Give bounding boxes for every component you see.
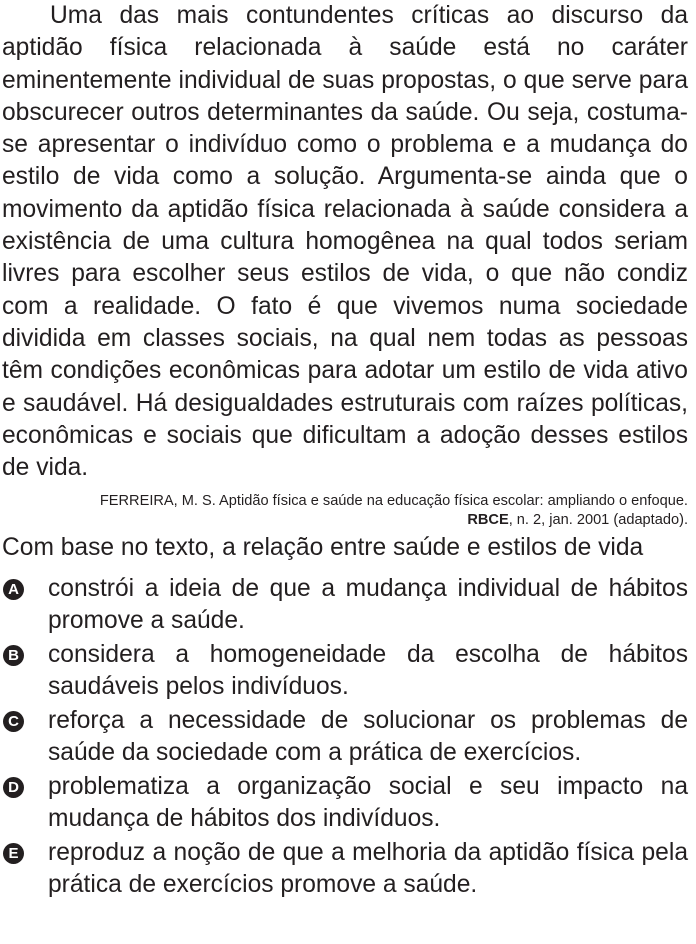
option-e-letter-badge: E [3, 843, 24, 864]
option-d[interactable] [2, 771, 688, 835]
option-d-text: problematiza a organização social e seu impacto na mudança de hábitos dos indivíduos. [48, 773, 688, 833]
option-c[interactable] [2, 705, 688, 769]
option-e[interactable] [2, 837, 688, 901]
citation-line-2 [2, 511, 688, 530]
answer-options [2, 573, 688, 901]
source-citation [2, 492, 688, 530]
option-c-text: reforça a necessidade de solucionar os problemas de saúde da sociedade com a prática de exercícios. [48, 707, 688, 767]
citation-details: , n. 2, jan. 2001 (adaptado). [508, 512, 688, 529]
question-stem: Com base no texto, a relação entre saúde e estilos de vida [2, 534, 644, 562]
option-c-letter-badge: C [3, 711, 24, 732]
option-a-text: constrói a ideia de que a mudança individual de hábitos promove a saúde. [48, 575, 688, 635]
passage-text: Uma das mais contundentes críticas ao discurso da aptidão física relacionada à saúde está no caráter eminentemente individual de suas propostas, o que serve para obscurecer outros determinantes da saúde. Ou seja, costuma-se apresentar o indivíduo como o problema e a mudança do estilo de vida como a solução. Argumenta-se ainda que o movimento da aptidão física relacionada à saúde considera a existência de uma cultura homogênea na qual todos seriam livres para escolher seus estilos de vida, o que não condiz com a realidade. O fato é que vivemos numa sociedade dividida em classes sociais, na qual nem todas as pessoas têm condições econômicas para adotar um estilo de vida ativo e saudável. Há desigualdades estruturais com raízes políticas, econômicas e sociais que dificultam a adoção desses estilos de vida. [2, 2, 688, 482]
option-d-letter-badge: D [3, 777, 24, 798]
option-b[interactable] [2, 639, 688, 703]
option-a[interactable] [2, 573, 688, 637]
option-e-text: reproduz a noção de que a melhoria da aptidão física pela prática de exercícios promove a saúde. [48, 839, 688, 899]
option-b-letter-badge: B [3, 645, 24, 666]
option-b-text: considera a homogeneidade da escolha de hábitos saudáveis pelos indivíduos. [48, 641, 688, 701]
journal-name: RBCE [467, 512, 509, 529]
citation-line-1: FERREIRA, M. S. Aptidão física e saúde na educação física escolar: ampliando o enfoque. [99, 493, 688, 510]
option-a-letter-badge: A [3, 579, 24, 600]
